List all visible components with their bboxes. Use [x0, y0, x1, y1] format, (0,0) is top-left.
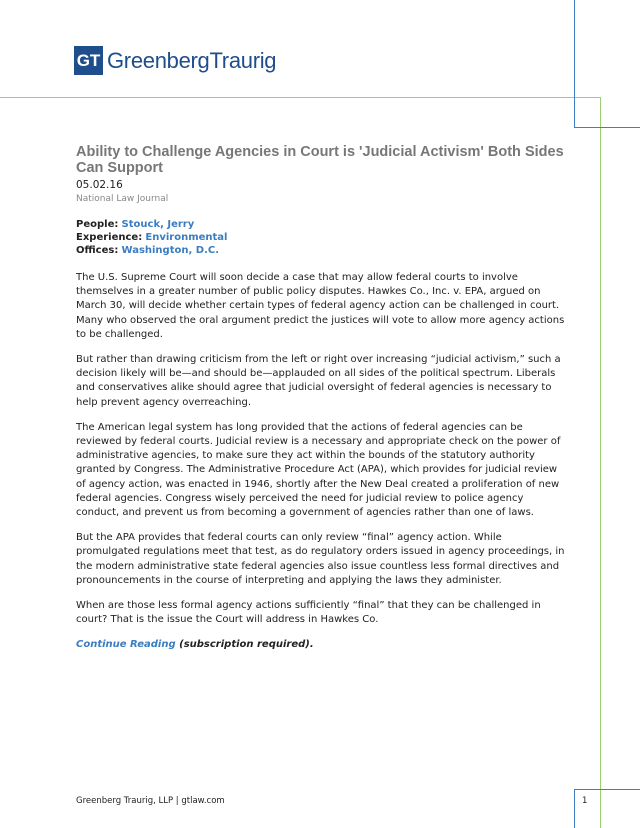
- experience-link[interactable]: Environmental: [145, 232, 228, 243]
- right-rule: [600, 97, 601, 828]
- continue-reading: [76, 638, 566, 652]
- paragraph: The U.S. Supreme Court will soon decide a case that may allow federal courts to involve themselves in a greater number of public policy disputes. Hawkes Co., Inc. v. EPA, argued on March 30, will decide whether certain types of federal agency action can be challenged in court. Many who observed the oral argument predict the justices will vote to allow more agency actions to be challenged.: [76, 272, 565, 340]
- offices-row: Offices: Washington, D.C.: [76, 245, 220, 256]
- logo-mark: GT: [74, 46, 103, 75]
- article-body: [76, 271, 566, 627]
- article-source: National Law Journal: [76, 194, 169, 204]
- continue-reading-link[interactable]: Continue Reading: [76, 639, 176, 651]
- article-title: Ability to Challenge Agencies in Court is 'Judicial Activism' Both Sides Can Support: [76, 144, 564, 176]
- page-number: 1: [582, 796, 588, 806]
- article-date: 05.02.16: [76, 179, 123, 191]
- footer-rule-horizontal: [574, 789, 640, 790]
- paragraph: But the APA provides that federal courts can only review “final” agency action. While promulgated regulations meet that test, as do regulatory orders issued in agency proceedings, in the modern administrative state federal agencies also issue countless less formal directives and pronouncements in the course of interpreting and applying the laws they administer.: [76, 532, 565, 586]
- article-meta: [76, 218, 566, 257]
- experience-row: Experience: Environmental: [76, 232, 228, 243]
- paragraph: When are those less formal agency actions sufficiently “final” that they can be challenged in court? That is the issue the Court will address in Hawkes Co.: [76, 600, 541, 626]
- footer-text: Greenberg Traurig, LLP | gtlaw.com: [76, 796, 225, 806]
- logo-wordmark: GreenbergTraurig: [107, 47, 277, 73]
- paragraph: The American legal system has long provided that the actions of federal agencies can be reviewed by federal courts. Judicial review is a necessary and appropriate check on the power of administrative agencies, to make sure they act within the bounds of the statutory authority granted by Congress. The Administrative Procedure Act (APA), which provides for judicial review of agency action, was enacted in 1946, shortly after the New Deal created a proliferation of new federal agencies. Congress wisely perceived the need for judicial review to police agency conduct, and prevent us from becoming a government of agencies rather than one of laws.: [76, 421, 561, 519]
- subscription-note: (subscription required).: [179, 639, 314, 651]
- header-rule: [0, 97, 600, 98]
- offices-link[interactable]: Washington, D.C.: [121, 245, 220, 256]
- logo: [74, 46, 276, 75]
- people-label: People: [76, 219, 115, 230]
- offices-label: Offices: [76, 245, 115, 256]
- people-row: People: Stouck, Jerry: [76, 219, 195, 230]
- corner-rule-vertical: [574, 0, 575, 128]
- article: [76, 144, 566, 652]
- corner-rule-horizontal: [574, 127, 640, 128]
- footer-rule-vertical: [574, 789, 575, 828]
- experience-label: Experience: [76, 232, 139, 243]
- paragraph: But rather than drawing criticism from the left or right over increasing “judicial activism,” such a decision likely will be—and should be—applauded on all sides of the political spectrum. Liberals and conservatives alike should agree that judicial oversight of federal agencies is necessary to help prevent agency overreaching.: [76, 354, 561, 408]
- people-link[interactable]: Stouck, Jerry: [121, 219, 195, 230]
